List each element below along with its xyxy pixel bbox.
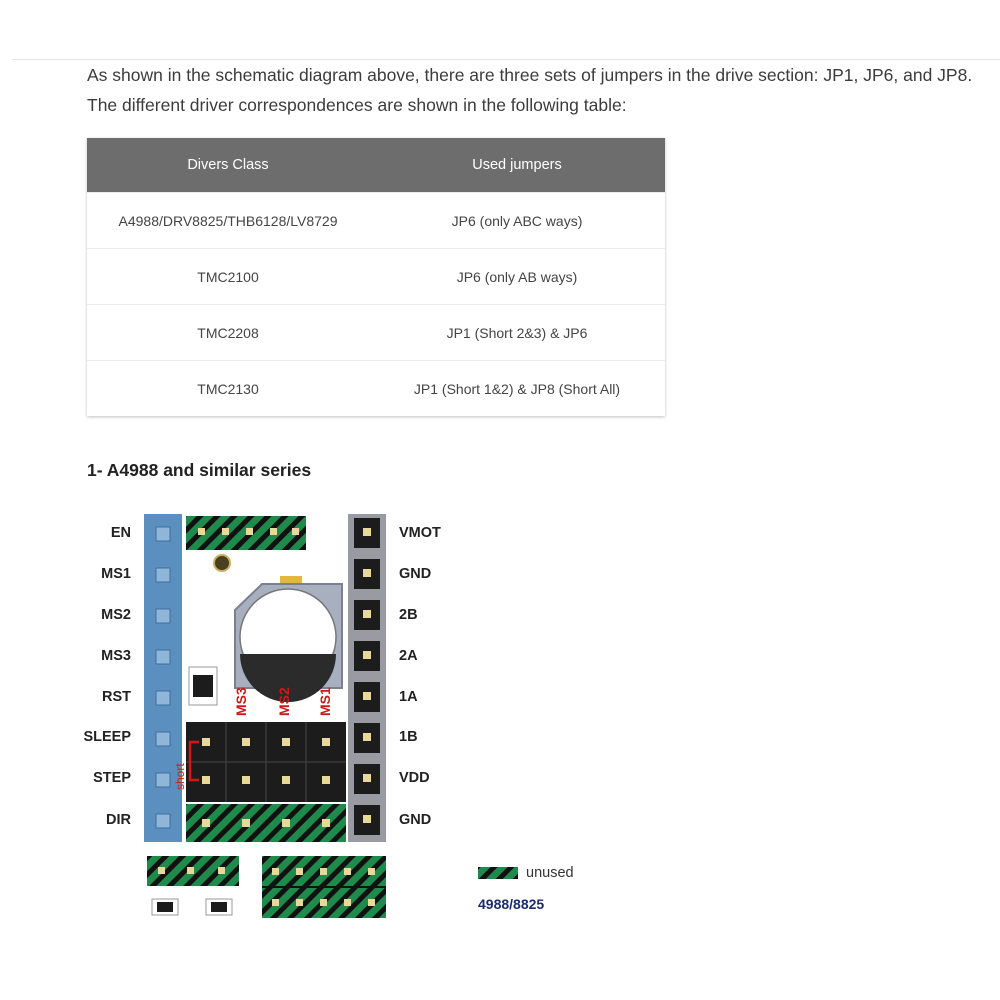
legend-model-label: 4988/8825 xyxy=(478,896,545,912)
mount-hole-icon xyxy=(214,555,230,571)
left-pin-label: SLEEP xyxy=(83,729,131,745)
left-pin-label: EN xyxy=(110,525,131,541)
cell-driver: TMC2100 xyxy=(87,249,369,305)
left-pin-header xyxy=(144,514,182,842)
cell-jumpers: JP1 (Short 2&3) & JP6 xyxy=(369,305,665,361)
right-pin-label: VDD xyxy=(399,770,430,786)
right-pin-label: 1B xyxy=(399,729,418,745)
jumper-label-ms3: MS3 xyxy=(233,687,249,716)
left-pin-label: MS1 xyxy=(101,566,131,582)
right-pin-label: GND xyxy=(399,812,432,828)
cell-driver: TMC2208 xyxy=(87,305,369,361)
left-pin-label: DIR xyxy=(106,812,131,828)
intro-paragraph: As shown in the schematic diagram above, there are three sets of jumpers in the drive section: JP1, JP6, and JP8. The different driver correspondences are shown in the following table: xyxy=(87,65,973,115)
short-label: short xyxy=(173,763,187,790)
left-pin-label: MS2 xyxy=(101,607,131,623)
right-pin-label: GND xyxy=(399,566,432,582)
right-pin-label: 2B xyxy=(399,607,418,623)
right-pin-label: 2A xyxy=(399,648,418,664)
cell-jumpers: JP1 (Short 1&2) & JP8 (Short All) xyxy=(369,361,665,417)
cell-jumpers: JP6 (only AB ways) xyxy=(369,249,665,305)
cell-driver: A4988/DRV8825/THB6128/LV8729 xyxy=(87,193,369,249)
right-pin-label: VMOT xyxy=(399,525,441,541)
cell-driver: TMC2130 xyxy=(87,361,369,417)
left-pin-label: STEP xyxy=(93,770,131,786)
jumper-label-ms1: MS1 xyxy=(317,687,333,716)
cell-jumpers: JP6 (only ABC ways) xyxy=(369,193,665,249)
left-pin-label: MS3 xyxy=(101,648,131,664)
header-used-jumpers: Used jumpers xyxy=(369,138,665,193)
left-pin-label: RST xyxy=(102,689,131,705)
header-driver-class: Divers Class xyxy=(87,138,369,193)
jumper-label-ms2: MS2 xyxy=(276,687,292,716)
right-pin-label: 1A xyxy=(399,689,418,705)
legend-unused-label: unused xyxy=(526,865,574,881)
unused-legend-swatch xyxy=(478,867,518,879)
section-heading: 1- A4988 and similar series xyxy=(87,460,312,480)
